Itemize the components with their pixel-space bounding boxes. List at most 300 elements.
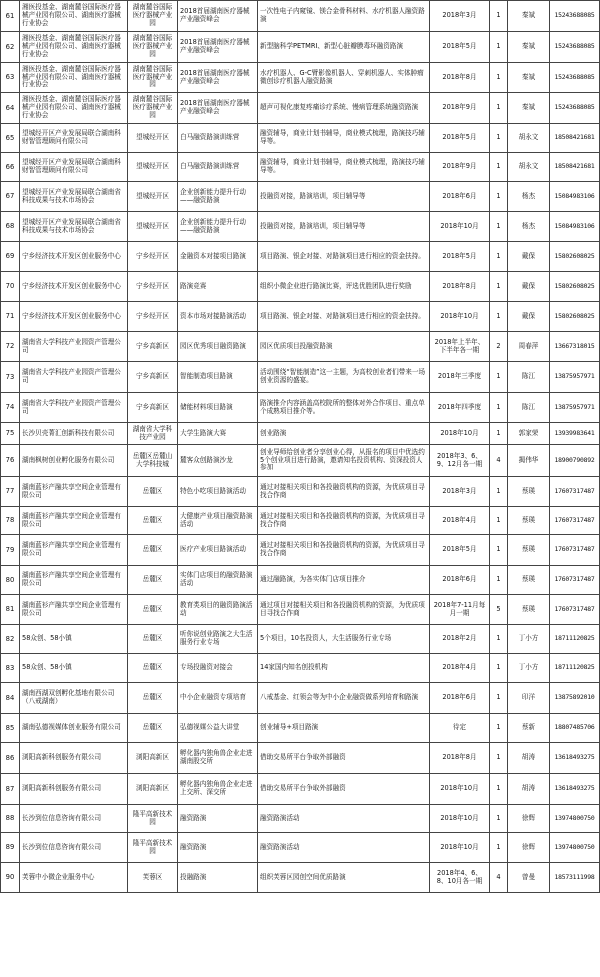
contact-person-cell: 戴保 <box>508 272 550 302</box>
event-name-cell: 2018首届湖南医疗器械产业融资峰会 <box>178 93 258 124</box>
row-number: 64 <box>1 93 20 124</box>
rounds-cell: 1 <box>490 32 508 63</box>
event-time-cell: 2018年10月 <box>430 774 490 805</box>
event-name-cell: 孵化器内独角兽企业走进上交所、深交所 <box>178 774 258 805</box>
rounds-cell: 1 <box>490 63 508 93</box>
event-description-cell: 水疗机器人、G-C臂影像机器人、穿刺机器人、实体肿瘤微创诊疗机器人融资路演 <box>258 63 430 93</box>
contact-person-cell: 曾曼 <box>508 863 550 893</box>
event-description-cell: 活动围绕“智能制造”这一主题，为高校创业者们带来一场创业资源的盛宴。 <box>258 362 430 393</box>
area-cell: 湖南麓谷国际医疗器械产业园 <box>128 1 178 32</box>
contact-phone-cell: 15802608025 <box>550 242 600 272</box>
event-name-cell: 融资路演 <box>178 833 258 863</box>
contact-person-cell: 丁小方 <box>508 654 550 683</box>
event-name-cell: 实体门店项目的融资路演活动 <box>178 566 258 595</box>
organizer-cell: 宁乡经济技术开发区创业服务中心 <box>20 302 128 332</box>
organizer-cell: 湖南蓝衫产融共享空间企业管理有限公司 <box>20 507 128 535</box>
contact-phone-cell: 18900790892 <box>550 445 600 477</box>
event-description-cell: 通过对接相关项目和各投融资机构的资源，为优质项目寻找合作商 <box>258 507 430 535</box>
contact-phone-cell: 18573111998 <box>550 863 600 893</box>
area-cell: 岳麓区 <box>128 507 178 535</box>
area-cell: 宁乡高新区 <box>128 393 178 423</box>
organizer-cell: 58众创、58小镇 <box>20 625 128 654</box>
event-time-cell: 2018年10月 <box>430 833 490 863</box>
area-cell: 岳麓区 <box>128 595 178 625</box>
row-number: 70 <box>1 272 20 302</box>
event-time-cell: 2018年8月 <box>430 63 490 93</box>
area-cell: 岳麓区 <box>128 625 178 654</box>
event-description-cell: 融资辅导，商业计划书辅导，商业模式梳理，路演技巧辅导等。 <box>258 124 430 153</box>
table-row <box>1 445 600 477</box>
contact-person-cell: 徐辉 <box>508 805 550 833</box>
area-cell: 岳麓区 <box>128 477 178 507</box>
organizer-cell: 湖南蓝衫产融共享空间企业管理有限公司 <box>20 566 128 595</box>
contact-phone-cell: 15084983106 <box>550 212 600 242</box>
event-name-cell: 2018首届湖南医疗器械产业融资峰会 <box>178 32 258 63</box>
row-number: 67 <box>1 182 20 212</box>
table-row <box>1 805 600 833</box>
event-time-cell: 2018年4月 <box>430 654 490 683</box>
event-name-cell: 中小企业融资专项培育 <box>178 683 258 714</box>
organizer-cell: 湖南蓝衫产融共享空间企业管理有限公司 <box>20 535 128 566</box>
row-number: 77 <box>1 477 20 507</box>
event-description-cell: 投融资对接，路演培训，项目辅导等 <box>258 212 430 242</box>
event-name-cell: 2018首届湖南医疗器械产业融资峰会 <box>178 1 258 32</box>
organizer-cell: 湘医投基金、湖南麓谷国际医疗器械产业园有限公司、湖南医疗器械行业协会 <box>20 1 128 32</box>
event-description-cell: 项目路演、银企对接、对路演项目进行相应的资金扶持。 <box>258 242 430 272</box>
organizer-cell: 湖南蓝衫产融共享空间企业管理有限公司 <box>20 595 128 625</box>
event-name-cell: 融资路演 <box>178 805 258 833</box>
event-description-cell: 通过对接相关项目和各投融资机构的资源，为优质项目寻找合作商 <box>258 477 430 507</box>
event-time-cell: 2018年10月 <box>430 423 490 445</box>
area-cell: 宁乡经开区 <box>128 272 178 302</box>
contact-phone-cell: 13939983641 <box>550 423 600 445</box>
organizer-cell: 湖南西湖双创孵化基地有限公司（八戒湖南） <box>20 683 128 714</box>
area-cell: 宁乡经开区 <box>128 242 178 272</box>
contact-phone-cell: 13875957971 <box>550 362 600 393</box>
contact-phone-cell: 17607317487 <box>550 535 600 566</box>
organizer-cell: 湘医投基金、湖南麓谷国际医疗器械产业园有限公司、湖南医疗器械行业协会 <box>20 32 128 63</box>
event-time-cell: 2018年9月 <box>430 153 490 182</box>
organizer-cell: 长沙贝壳菁汇创新科技有限公司 <box>20 423 128 445</box>
contact-phone-cell: 18807485706 <box>550 714 600 743</box>
event-name-cell: 孵化器内独角兽企业走进湖南股交所 <box>178 743 258 774</box>
event-name-cell: 医疗产业项目路演活动 <box>178 535 258 566</box>
contact-phone-cell: 15243688085 <box>550 63 600 93</box>
rounds-cell: 1 <box>490 774 508 805</box>
organizer-cell: 望城经开区产业发展局联合湖南科财智管理顾问有限公司 <box>20 124 128 153</box>
contact-phone-cell: 15802608025 <box>550 272 600 302</box>
area-cell: 望城经开区 <box>128 124 178 153</box>
organizer-cell: 58众创、58小镇 <box>20 654 128 683</box>
rounds-cell: 1 <box>490 272 508 302</box>
organizer-cell: 望城经开区产业发展局联合湖南省科技成果与技术市场协会 <box>20 182 128 212</box>
event-time-cell: 2018年3月 <box>430 1 490 32</box>
contact-phone-cell: 18508421681 <box>550 124 600 153</box>
row-number: 80 <box>1 566 20 595</box>
contact-person-cell: 杨杰 <box>508 182 550 212</box>
table-row <box>1 654 600 683</box>
contact-phone-cell: 13618493275 <box>550 774 600 805</box>
table-row <box>1 182 600 212</box>
event-name-cell: 特色小吃项目路演活动 <box>178 477 258 507</box>
rounds-cell: 1 <box>490 805 508 833</box>
event-description-cell: 借助交易所平台争取外部融资 <box>258 743 430 774</box>
contact-phone-cell: 13974800750 <box>550 805 600 833</box>
contact-person-cell: 秦斌 <box>508 93 550 124</box>
contact-phone-cell: 18508421681 <box>550 153 600 182</box>
contact-phone-cell: 17607317487 <box>550 507 600 535</box>
area-cell: 湖南麓谷国际医疗器械产业园 <box>128 93 178 124</box>
row-number: 79 <box>1 535 20 566</box>
rounds-cell: 1 <box>490 714 508 743</box>
event-time-cell: 2018年5月 <box>430 32 490 63</box>
table-row <box>1 212 600 242</box>
row-number: 84 <box>1 683 20 714</box>
table-row <box>1 93 600 124</box>
row-number: 66 <box>1 153 20 182</box>
table-row <box>1 833 600 863</box>
event-time-cell: 2018年10月 <box>430 302 490 332</box>
organizer-cell: 宁乡经济技术开发区创业服务中心 <box>20 272 128 302</box>
contact-person-cell: 蔡瑛 <box>508 507 550 535</box>
contact-phone-cell: 17607317487 <box>550 595 600 625</box>
event-name-cell: 白马融资路演训练营 <box>178 153 258 182</box>
table-row <box>1 32 600 63</box>
event-name-cell: 资本市场对接路演活动 <box>178 302 258 332</box>
row-number: 83 <box>1 654 20 683</box>
contact-phone-cell: 15084983106 <box>550 182 600 212</box>
row-number: 61 <box>1 1 20 32</box>
row-number: 89 <box>1 833 20 863</box>
contact-phone-cell: 13667318015 <box>550 332 600 362</box>
table-row <box>1 63 600 93</box>
organizer-cell: 望城经开区产业发展局联合湖南省科技成果与技术市场协会 <box>20 212 128 242</box>
area-cell: 浏阳高新区 <box>128 743 178 774</box>
contact-person-cell: 胡永文 <box>508 153 550 182</box>
contact-phone-cell: 13875957971 <box>550 393 600 423</box>
event-time-cell: 2018年7-11月每月一期 <box>430 595 490 625</box>
organizer-cell: 长沙到位信息咨询有限公司 <box>20 833 128 863</box>
event-description-cell: 新型脑科学PETMRI、新型心脏瓣膜毒环融资路演 <box>258 32 430 63</box>
event-description-cell: 投融资对接，路演培训，项目辅导等 <box>258 182 430 212</box>
event-name-cell: 麓客众创路演沙龙 <box>178 445 258 477</box>
table-row <box>1 507 600 535</box>
organizer-cell: 湖南省大学科技产业园资产管理公司 <box>20 362 128 393</box>
area-cell: 隆平高新技术园 <box>128 805 178 833</box>
rounds-cell: 1 <box>490 535 508 566</box>
event-description-cell: 超声可视化康复疼痛诊疗系统、慢病管理系统融资路演 <box>258 93 430 124</box>
table-row <box>1 714 600 743</box>
row-number: 68 <box>1 212 20 242</box>
table-row <box>1 302 600 332</box>
event-name-cell: 企业创新能力提升行动——融资路演 <box>178 182 258 212</box>
table-row <box>1 242 600 272</box>
event-name-cell: 储能材料项目路演 <box>178 393 258 423</box>
organizer-cell: 望城经开区产业发展局联合湖南科财智管理顾问有限公司 <box>20 153 128 182</box>
contact-person-cell: 杨杰 <box>508 212 550 242</box>
contact-person-cell: 丁小方 <box>508 625 550 654</box>
row-number: 62 <box>1 32 20 63</box>
event-description-cell: 园区优质项目投融资路演 <box>258 332 430 362</box>
rounds-cell: 2 <box>490 332 508 362</box>
area-cell: 岳麓区 <box>128 714 178 743</box>
event-description-cell: 通过项目对接相关项目和各投融资机构的资源，为优质项目寻找合作商 <box>258 595 430 625</box>
event-name-cell: 智能制造项目路演 <box>178 362 258 393</box>
event-description-cell: 组织小微企业进行路演比赛，评选优胜团队进行奖励 <box>258 272 430 302</box>
event-name-cell: 白马融资路演训练营 <box>178 124 258 153</box>
contact-phone-cell: 18711120825 <box>550 654 600 683</box>
rounds-cell: 1 <box>490 743 508 774</box>
contact-person-cell: 秦斌 <box>508 1 550 32</box>
table-row <box>1 124 600 153</box>
contact-person-cell: 胡涛 <box>508 774 550 805</box>
area-cell: 湖南麓谷国际医疗器械产业园 <box>128 63 178 93</box>
area-cell: 湖南麓谷国际医疗器械产业园 <box>128 32 178 63</box>
event-name-cell: 听你说创业路演之大生活服务行业专场 <box>178 625 258 654</box>
event-time-cell: 2018年10月 <box>430 212 490 242</box>
area-cell: 芙蓉区 <box>128 863 178 893</box>
contact-phone-cell: 17607317487 <box>550 566 600 595</box>
event-name-cell: 投融路演 <box>178 863 258 893</box>
event-description-cell: 借助交易所平台争取外部融资 <box>258 774 430 805</box>
rounds-cell: 1 <box>490 362 508 393</box>
area-cell: 望城经开区 <box>128 182 178 212</box>
event-description-cell: 八戒基金、红领会等为中小企业融资做系列培育和路演 <box>258 683 430 714</box>
event-description-cell: 创业导师给创业者分享创业心得，从报名的项目中优选约5个创业项目进行路演，邀请知名投资机构、资深投资人参加 <box>258 445 430 477</box>
table-row <box>1 863 600 893</box>
event-name-cell: 2018首届湖南医疗器械产业融资峰会 <box>178 63 258 93</box>
table-row <box>1 477 600 507</box>
row-number: 76 <box>1 445 20 477</box>
area-cell: 宁乡高新区 <box>128 332 178 362</box>
contact-person-cell: 胡永文 <box>508 124 550 153</box>
event-time-cell: 2018年10月 <box>430 805 490 833</box>
event-description-cell: 路演推介内容涵盖高校院所的整体对外合作项目、重点单个成熟项目推介等。 <box>258 393 430 423</box>
contact-person-cell: 秦斌 <box>508 63 550 93</box>
table-row <box>1 393 600 423</box>
rounds-cell: 1 <box>490 833 508 863</box>
area-cell: 宁乡经开区 <box>128 302 178 332</box>
rounds-cell: 1 <box>490 182 508 212</box>
area-cell: 隆平高新技术园 <box>128 833 178 863</box>
row-number: 69 <box>1 242 20 272</box>
contact-person-cell: 胡涛 <box>508 743 550 774</box>
organizer-cell: 湖南省大学科技产业园资产管理公司 <box>20 393 128 423</box>
event-time-cell: 2018年上半年、下半年各一期 <box>430 332 490 362</box>
table-row <box>1 535 600 566</box>
area-cell: 岳麓区 <box>128 654 178 683</box>
contact-person-cell: 蔡瑛 <box>508 566 550 595</box>
table-row <box>1 1 600 32</box>
contact-phone-cell: 15802608025 <box>550 302 600 332</box>
area-cell: 岳麓区 <box>128 566 178 595</box>
event-description-cell: 通过对接相关项目和各投融资机构的资源，为优质项目寻找合作商 <box>258 535 430 566</box>
contact-person-cell: 郭家荣 <box>508 423 550 445</box>
contact-person-cell: 揭伟华 <box>508 445 550 477</box>
event-name-cell: 教育类项目的融资路演活动 <box>178 595 258 625</box>
contact-phone-cell: 18711120825 <box>550 625 600 654</box>
event-description-cell: 融资辅导，商业计划书辅导，商业模式梳理，路演技巧辅导等。 <box>258 153 430 182</box>
organizer-cell: 芙蓉中小微企业服务中心 <box>20 863 128 893</box>
row-number: 63 <box>1 63 20 93</box>
event-time-cell: 2018年四季度 <box>430 393 490 423</box>
rounds-cell: 1 <box>490 153 508 182</box>
area-cell: 望城经开区 <box>128 153 178 182</box>
rounds-cell: 1 <box>490 507 508 535</box>
area-cell: 望城经开区 <box>128 212 178 242</box>
area-cell: 宁乡高新区 <box>128 362 178 393</box>
rounds-cell: 1 <box>490 212 508 242</box>
organizer-cell: 湘医投基金、湖南麓谷国际医疗器械产业园有限公司、湖南医疗器械行业协会 <box>20 63 128 93</box>
contact-phone-cell: 13618493275 <box>550 743 600 774</box>
table-row <box>1 625 600 654</box>
rounds-cell: 4 <box>490 863 508 893</box>
table-row <box>1 683 600 714</box>
event-description-cell: 通过融路演，为各实体门店项目推介 <box>258 566 430 595</box>
row-number: 73 <box>1 362 20 393</box>
contact-person-cell: 陈江 <box>508 362 550 393</box>
row-number: 87 <box>1 774 20 805</box>
contact-phone-cell: 13974800750 <box>550 833 600 863</box>
event-description-cell: 融资路演活动 <box>258 805 430 833</box>
organizer-cell: 湖南弘德视媒体创业服务有限公司 <box>20 714 128 743</box>
event-name-cell: 企业创新能力提升行动——融资路演 <box>178 212 258 242</box>
event-description-cell: 创业路演 <box>258 423 430 445</box>
row-number: 86 <box>1 743 20 774</box>
event-time-cell: 2018年3月 <box>430 477 490 507</box>
rounds-cell: 4 <box>490 445 508 477</box>
rounds-cell: 1 <box>490 302 508 332</box>
rounds-cell: 1 <box>490 423 508 445</box>
area-cell: 岳麓区岳麓山大学科技城 <box>128 445 178 477</box>
event-name-cell: 大健康产业项目融资路演活动 <box>178 507 258 535</box>
event-time-cell: 2018年5月 <box>430 535 490 566</box>
event-time-cell: 2018年8月 <box>430 272 490 302</box>
rounds-cell: 5 <box>490 595 508 625</box>
event-time-cell: 2018年6月 <box>430 182 490 212</box>
rounds-cell: 1 <box>490 566 508 595</box>
rounds-cell: 1 <box>490 124 508 153</box>
event-time-cell: 2018年3、6、9、12月各一期 <box>430 445 490 477</box>
contact-person-cell: 印洋 <box>508 683 550 714</box>
table-row <box>1 332 600 362</box>
rounds-cell: 1 <box>490 93 508 124</box>
row-number: 88 <box>1 805 20 833</box>
event-name-cell: 弘德视媒公益大讲堂 <box>178 714 258 743</box>
event-name-cell: 大学生路演大赛 <box>178 423 258 445</box>
rounds-cell: 1 <box>490 1 508 32</box>
event-description-cell: 组织芙蓉区园创空间优质路演 <box>258 863 430 893</box>
event-time-cell: 2018年三季度 <box>430 362 490 393</box>
event-time-cell: 待定 <box>430 714 490 743</box>
table-row <box>1 153 600 182</box>
contact-person-cell: 蔡瑛 <box>508 477 550 507</box>
event-name-cell: 专场投融资对接会 <box>178 654 258 683</box>
row-number: 85 <box>1 714 20 743</box>
area-cell: 湖南省大学科技产业园 <box>128 423 178 445</box>
event-time-cell: 2018年4月 <box>430 507 490 535</box>
rounds-cell: 1 <box>490 393 508 423</box>
organizer-cell: 宁乡经济技术开发区创业服务中心 <box>20 242 128 272</box>
event-description-cell: 项目路演、银企对接、对路演项目进行相应的资金扶持。 <box>258 302 430 332</box>
row-number: 71 <box>1 302 20 332</box>
event-time-cell: 2018年9月 <box>430 93 490 124</box>
table-row <box>1 743 600 774</box>
event-time-cell: 2018年6月 <box>430 566 490 595</box>
contact-phone-cell: 17607317487 <box>550 477 600 507</box>
row-number: 65 <box>1 124 20 153</box>
contact-phone-cell: 15243688085 <box>550 93 600 124</box>
organizer-cell: 浏阳高新科创服务有限公司 <box>20 774 128 805</box>
event-time-cell: 2018年5月 <box>430 242 490 272</box>
event-time-cell: 2018年5月 <box>430 124 490 153</box>
table-row <box>1 566 600 595</box>
organizer-cell: 湖南枫树创业孵化服务有限公司 <box>20 445 128 477</box>
organizer-cell: 浏阳高新科创服务有限公司 <box>20 743 128 774</box>
contact-person-cell: 戴保 <box>508 242 550 272</box>
event-time-cell: 2018年4、6、8、10月各一期 <box>430 863 490 893</box>
rounds-cell: 1 <box>490 683 508 714</box>
event-description-cell: 14家国内知名创投机构 <box>258 654 430 683</box>
contact-person-cell: 戴保 <box>508 302 550 332</box>
table-row <box>1 774 600 805</box>
area-cell: 岳麓区 <box>128 683 178 714</box>
event-time-cell: 2018年2月 <box>430 625 490 654</box>
table-row <box>1 423 600 445</box>
area-cell: 岳麓区 <box>128 535 178 566</box>
table-row <box>1 595 600 625</box>
event-description-cell: 创业辅导+项目路演 <box>258 714 430 743</box>
row-number: 81 <box>1 595 20 625</box>
contact-phone-cell: 15243688085 <box>550 32 600 63</box>
contact-person-cell: 周春萍 <box>508 332 550 362</box>
contact-person-cell: 陈江 <box>508 393 550 423</box>
rounds-cell: 1 <box>490 654 508 683</box>
contact-person-cell: 蔡瑛 <box>508 595 550 625</box>
row-number: 82 <box>1 625 20 654</box>
organizer-cell: 长沙到位信息咨询有限公司 <box>20 805 128 833</box>
table-row <box>1 272 600 302</box>
row-number: 90 <box>1 863 20 893</box>
row-number: 78 <box>1 507 20 535</box>
rounds-cell: 1 <box>490 625 508 654</box>
area-cell: 浏阳高新区 <box>128 774 178 805</box>
event-description-cell: 5个项目，10名投资人，大生活服务行业专场 <box>258 625 430 654</box>
contact-phone-cell: 15243688085 <box>550 1 600 32</box>
event-name-cell: 金融资本对接项目路演 <box>178 242 258 272</box>
contact-person-cell: 蔡新 <box>508 714 550 743</box>
contact-person-cell: 徐辉 <box>508 833 550 863</box>
organizer-cell: 湖南省大学科技产业园资产管理公司 <box>20 332 128 362</box>
contact-person-cell: 蔡瑛 <box>508 535 550 566</box>
row-number: 72 <box>1 332 20 362</box>
event-name-cell: 路演竞赛 <box>178 272 258 302</box>
rounds-cell: 1 <box>490 242 508 272</box>
rounds-cell: 1 <box>490 477 508 507</box>
event-time-cell: 2018年8月 <box>430 743 490 774</box>
contact-person-cell: 秦斌 <box>508 32 550 63</box>
organizer-cell: 湘医投基金、湖南麓谷国际医疗器械产业园有限公司、湖南医疗器械行业协会 <box>20 93 128 124</box>
organizer-cell: 湖南蓝衫产融共享空间企业管理有限公司 <box>20 477 128 507</box>
contact-phone-cell: 13875892010 <box>550 683 600 714</box>
event-name-cell: 园区优秀项目融资路演 <box>178 332 258 362</box>
row-number: 75 <box>1 423 20 445</box>
table-row <box>1 362 600 393</box>
event-description-cell: 一次性电子内窥镜、镁合金骨科材料、水疗机器人融资路演 <box>258 1 430 32</box>
row-number: 74 <box>1 393 20 423</box>
event-time-cell: 2018年6月 <box>430 683 490 714</box>
event-description-cell: 融资路演活动 <box>258 833 430 863</box>
